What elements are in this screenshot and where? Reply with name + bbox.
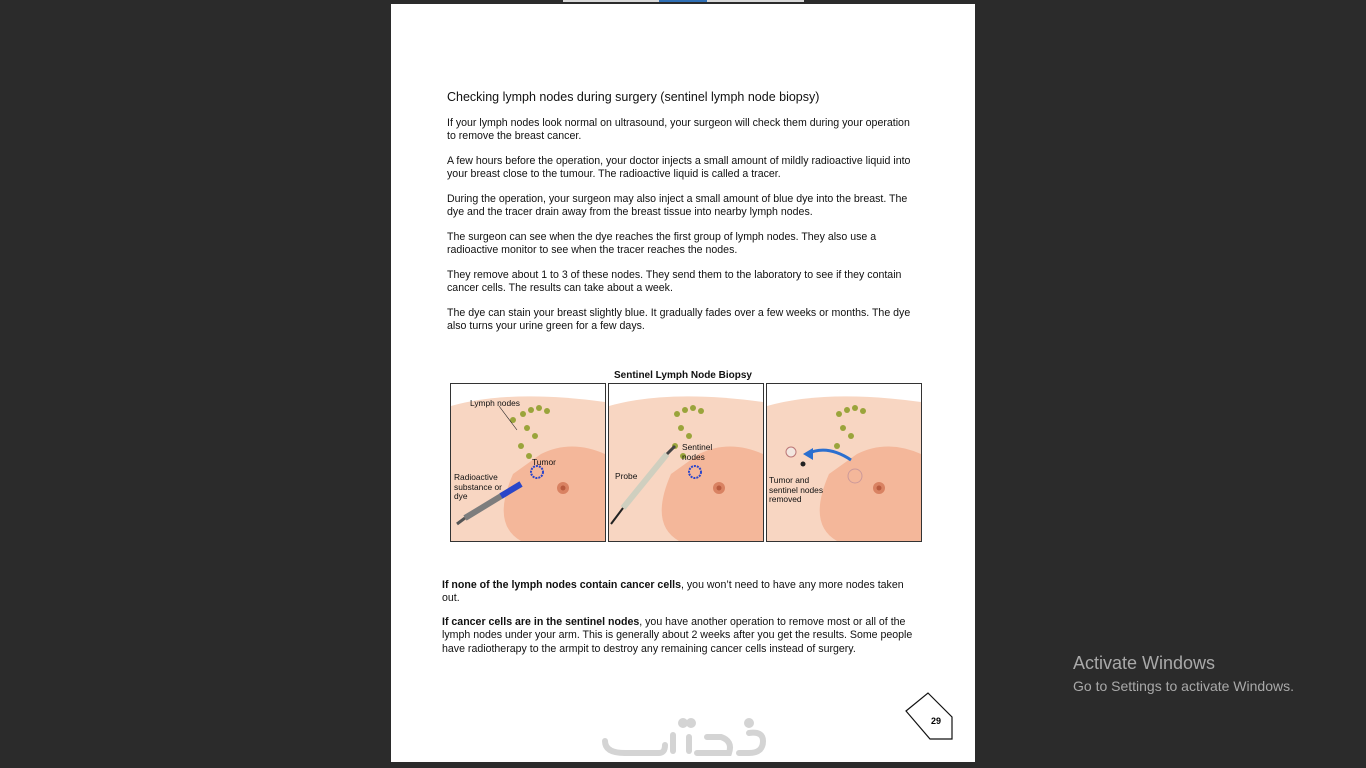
bottom-paragraph-1-bold: If none of the lymph nodes contain cancer cells — [442, 579, 681, 591]
activate-title: Activate Windows — [1073, 653, 1216, 673]
watermark-logo — [599, 711, 769, 757]
toolbar-segment-left — [563, 0, 659, 2]
toolbar-segment-right — [707, 0, 804, 2]
label-lymph-nodes: Lymph nodes — [470, 398, 520, 408]
paragraph-6: The dye can stain your breast slightly blue. It gradually fades over a few weeks or months. The dye also turns your urine green for a few days. — [447, 306, 911, 333]
bottom-paragraph-2-rest: , you have another operation to remove most or all of the lymph nodes under your arm. This is generally about 2 weeks after you get the results. Some people have radiotherapy to the armpit to destroy any remaining cancer cells instead of surgery. — [442, 616, 913, 655]
activate-subtitle: Go to Settings to activate Windows. — [1073, 678, 1294, 694]
bottom-text — [442, 579, 917, 666]
breast-illustration-2 — [609, 384, 763, 541]
label-removed: Tumor and sentinel nodes removed — [769, 475, 824, 504]
figure-title: Sentinel Lymph Node Biopsy — [614, 370, 752, 381]
figure-panel-probe — [608, 383, 764, 542]
label-tumor: Tumor — [532, 457, 556, 467]
label-radioactive: Radioactive substance or dye — [454, 472, 502, 501]
bottom-paragraph-2 — [442, 616, 917, 656]
paragraph-2: A few hours before the operation, your doctor injects a small amount of mildly radioactive liquid into your breast close to the tumour. The radioactive liquid is called a tracer. — [447, 154, 911, 181]
figure-panel-removed — [766, 383, 922, 542]
paragraph-4: The surgeon can see when the dye reaches the first group of lymph nodes. They also use a radioactive monitor to see when the tracer reaches the nodes. — [447, 230, 877, 257]
page-number: 29 — [930, 716, 941, 726]
bottom-paragraph-2-bold: If cancer cells are in the sentinel nodes — [442, 616, 640, 629]
label-probe: Probe — [615, 471, 638, 481]
breast-illustration-3 — [767, 384, 921, 541]
toolbar-segment-active — [659, 0, 707, 2]
windows-activation-watermark — [1073, 652, 1294, 696]
page-content — [447, 90, 917, 345]
bottom-paragraph-1 — [442, 579, 917, 606]
paragraph-1: If your lymph nodes look normal on ultrasound, your surgeon will check them during your operation to remove the breast cancer. — [447, 117, 910, 143]
paragraph-3: During the operation, your surgeon may also inject a small amount of blue dye into the breast. The dye and the tracer drain away from the breast tissue into nearby lymph nodes. — [447, 192, 908, 219]
bottom-paragraph-1-rest: , you won’t need to have any more nodes taken out. — [442, 579, 904, 605]
document-page — [391, 4, 975, 762]
figure-panel-injection — [450, 383, 606, 542]
label-sentinel-nodes: Sentinel nodes — [682, 442, 713, 462]
page-number-tag — [904, 691, 956, 743]
page-heading: Checking lymph nodes during surgery (sentinel lymph node biopsy) — [447, 90, 820, 104]
paragraph-5: They remove about 1 to 3 of these nodes. They send them to the laboratory to see if they contain cancer cells. The results can take about a week. — [447, 268, 902, 295]
